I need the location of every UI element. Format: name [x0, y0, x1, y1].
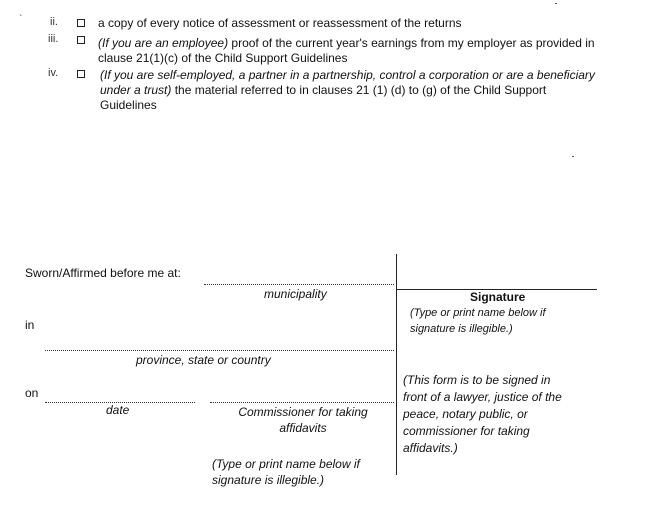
signature-note	[410, 305, 546, 337]
province-caption: province, state or country	[136, 353, 271, 367]
checkbox-iv[interactable]	[77, 70, 85, 78]
list-item-iv-line1: (If you are self-employed, a partner in a partnership, control a corporation or are a beneficiary	[100, 68, 595, 82]
signing-instructions-line5: affidavits.)	[403, 441, 458, 455]
commissioner-note	[212, 456, 360, 488]
signing-instructions-line2: front of a lawyer, justice of the	[403, 390, 562, 404]
list-item-ii-text	[98, 16, 462, 31]
column-divider	[396, 254, 397, 475]
list-numeral-ii: ii.	[50, 16, 58, 28]
commissioner-caption-line2: affidavits	[279, 421, 327, 435]
province-line[interactable]	[45, 350, 394, 351]
scan-speck	[555, 3, 557, 4]
list-item-iii-line1-rest: proof of the current year's earnings from my employer as provided in	[228, 36, 595, 50]
commissioner-caption	[228, 404, 378, 436]
municipality-caption: municipality	[264, 287, 327, 301]
signature-note-line1: (Type or print name below if	[410, 307, 546, 319]
signing-instructions-line1: (This form is to be signed in	[403, 373, 551, 387]
date-caption: date	[106, 403, 130, 417]
list-numeral-iv: iv.	[48, 67, 59, 79]
list-item-iv-text	[100, 68, 595, 113]
signing-instructions-line3: peace, notary public, or	[403, 407, 528, 421]
on-label: on	[25, 386, 39, 400]
list-item-iii-text	[98, 36, 595, 66]
list-item-iv-italic: under a trust)	[100, 83, 172, 97]
list-item-iv-line2-rest: the material referred to in clauses 21 (1) (d) to (g) of the Child Support	[171, 83, 547, 97]
list-numeral-iii: iii.	[48, 33, 59, 45]
signing-instructions	[403, 372, 562, 457]
commissioner-note-line1: (Type or print name below if	[212, 457, 360, 471]
in-label: in	[25, 318, 35, 332]
signature-heading: Signature	[470, 290, 526, 304]
scan-speck	[572, 156, 574, 157]
scan-mark: `	[19, 14, 23, 25]
commissioner-note-line2: signature is illegible.)	[212, 473, 325, 487]
signing-instructions-line4: commissioner for taking	[403, 424, 530, 438]
checkbox-iii[interactable]	[77, 36, 85, 44]
signature-note-line2: signature is illegible.)	[410, 323, 513, 335]
list-item-iv-line2	[100, 83, 595, 98]
commissioner-line[interactable]	[210, 402, 394, 403]
municipality-line[interactable]	[204, 284, 394, 285]
list-item-iii-line1	[98, 36, 595, 51]
list-item-iv-line3: Guidelines	[100, 98, 157, 112]
list-item-iii-line2: clause 21(1)(c) of the Child Support Guidelines	[98, 51, 348, 65]
checkbox-ii[interactable]	[77, 19, 85, 27]
list-item-ii-line: a copy of every notice of assessment or reassessment of the returns	[98, 16, 462, 30]
list-item-iii-italic: (If you are an employee)	[98, 36, 229, 50]
commissioner-caption-line1: Commissioner for taking	[238, 405, 368, 419]
sworn-affirmed-label: Sworn/Affirmed before me at:	[25, 266, 181, 280]
